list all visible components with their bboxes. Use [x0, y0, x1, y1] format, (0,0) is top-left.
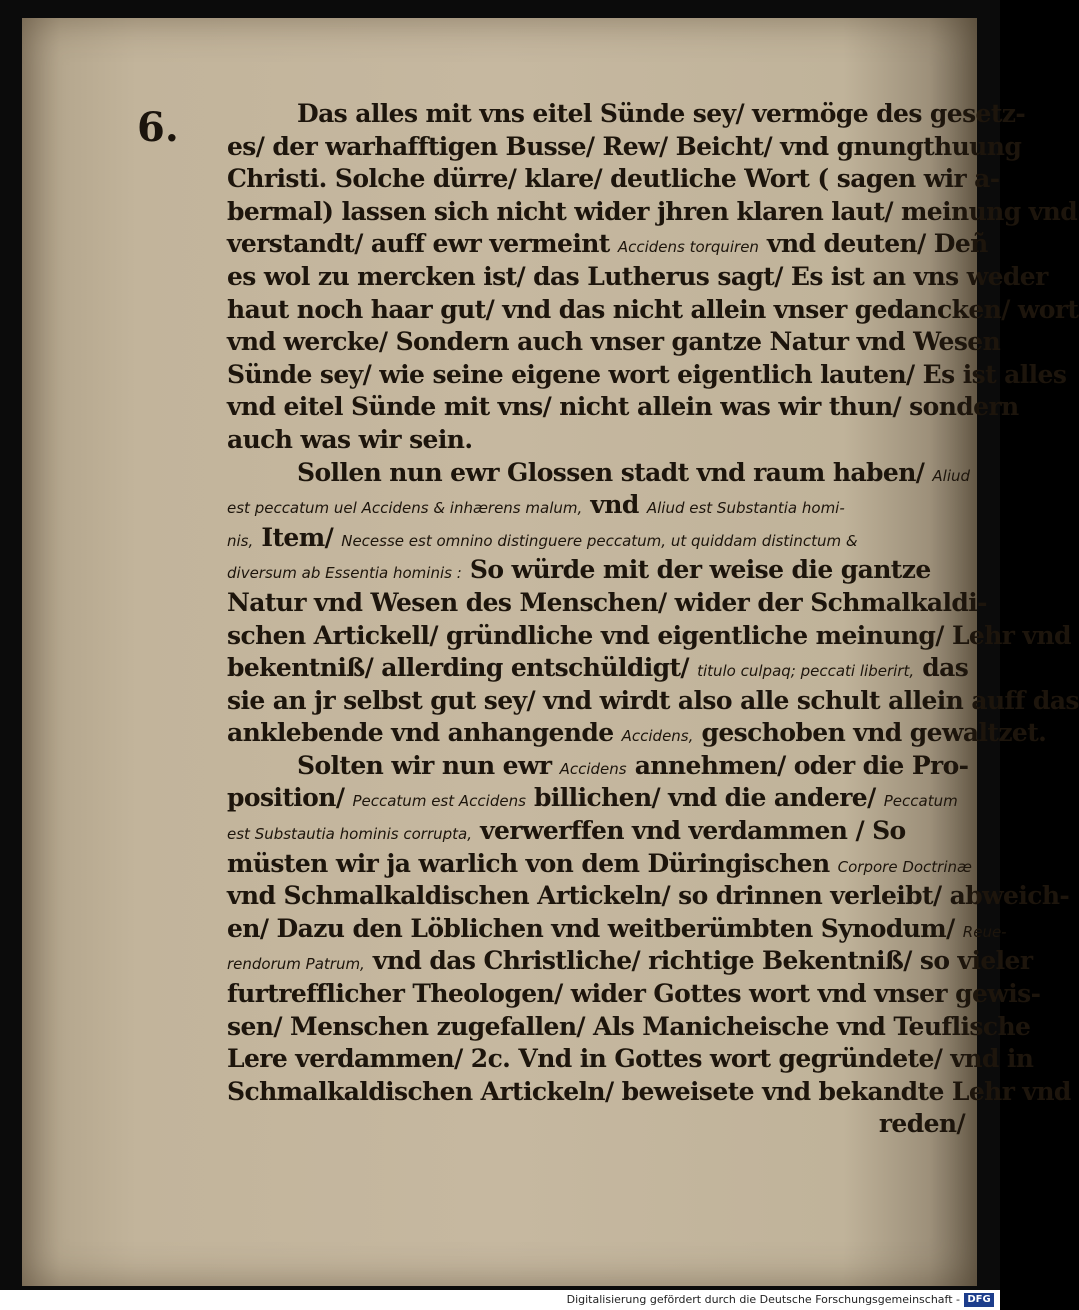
- page-number: 6.: [137, 104, 179, 151]
- latin-phrase: rendorum Patrum,: [227, 955, 365, 974]
- text-line: [227, 717, 1047, 750]
- text-line: [227, 620, 1071, 653]
- text-run: Schmalkaldischen Artickeln/ beweisete vnd bekandte Lehr vnd: [227, 1076, 1071, 1106]
- latin-phrase: est peccatum uel Accidens & inhærens malum,: [227, 499, 583, 518]
- text-line: [227, 848, 972, 881]
- latin-phrase: Accidens torquiren: [617, 238, 759, 257]
- text-run: vnd Schmalkaldischen Artickeln/ so drinnen verleibt/ abweich-: [227, 881, 1070, 911]
- text-run: sen/ Menschen zugefallen/ Als Manicheische vnd Teuflische: [227, 1011, 1031, 1041]
- text-line: [227, 587, 987, 620]
- text-line: [227, 98, 1026, 131]
- body-text: [227, 98, 1079, 1141]
- text-run: das: [914, 653, 969, 683]
- text-line: [227, 750, 969, 783]
- text-run: vnd das Christliche/ richtige Bekentniß/ so vieler: [364, 946, 1033, 976]
- text-run: Lere verdammen/ 2c. Vnd in Gottes wort gegründete/ vnd in: [227, 1044, 1034, 1074]
- text-run: Das alles mit vns eitel Sünde sey/ vermöge des gesetz-: [297, 99, 1026, 128]
- text-line: [227, 945, 1033, 978]
- latin-phrase: nis,: [227, 531, 254, 550]
- text-run: bermal) lassen sich nicht wider jhren klaren laut/ meinung vnd: [227, 196, 1078, 226]
- text-line: [227, 457, 971, 490]
- text-line: [227, 163, 1000, 196]
- text-line: [227, 685, 1079, 718]
- text-line: [227, 359, 1067, 392]
- text-run: es/ der warhafftigen Busse/ Rew/ Beicht/ vnd gnungthuung: [227, 131, 1022, 161]
- latin-phrase: Corpore Doctrinæ: [837, 857, 972, 876]
- text-run: vnd: [582, 490, 647, 520]
- latin-phrase: Aliud: [932, 466, 971, 485]
- latin-phrase: Reue-: [962, 922, 1007, 941]
- latin-phrase: titulo culpaq; peccati liberirt,: [697, 662, 915, 681]
- text-run: Item/: [253, 522, 342, 552]
- footer-bar: [0, 1290, 1000, 1310]
- text-run: Natur vnd Wesen des Menschen/ wider der Schmalkaldi-: [227, 587, 987, 617]
- text-run: So würde mit der weise die gantze: [461, 555, 931, 585]
- funding-note: Digitalisierung gefördert durch die Deutsche Forschungsgemeinschaft -: [566, 1293, 960, 1306]
- text-line: [227, 815, 965, 848]
- latin-phrase: Accidens: [559, 759, 627, 778]
- text-run: geschoben vnd gewaltzet.: [693, 718, 1047, 748]
- text-run: müsten wir ja warlich von dem Düringischen: [227, 848, 838, 878]
- latin-phrase: diversum ab Essentia hominis :: [227, 564, 462, 583]
- book-page: [22, 18, 1079, 1286]
- text-run: vnd deuten/ Deñ: [758, 229, 988, 259]
- text-line: [227, 1076, 1071, 1109]
- latin-phrase: Aliud est Substantia homi-: [646, 499, 845, 518]
- text-run: Sünde sey/ wie seine eigene wort eigentlich lauten/ Es ist alles: [227, 359, 1067, 389]
- latin-phrase: Necesse est omnino distinguere peccatum, ut quiddam distinctum &: [341, 531, 858, 550]
- text-line: [227, 782, 965, 815]
- text-line: [227, 554, 965, 587]
- text-line: [227, 522, 965, 555]
- text-line: [227, 131, 1022, 164]
- text-line: [227, 913, 1007, 946]
- text-line: [227, 228, 988, 261]
- text-line: [227, 391, 1019, 424]
- text-run: verwerffen vnd verdammen / So: [472, 816, 906, 846]
- text-run: schen Artickell/ gründliche vnd eigentliche meinung/ Lehr vnd: [227, 620, 1071, 650]
- text-line: [227, 1011, 1031, 1044]
- text-run: haut noch haar gut/ vnd das nicht allein vnser gedancken/ wort: [227, 294, 1079, 324]
- text-run: annehmen/ oder die Pro-: [626, 750, 969, 780]
- text-run: furtrefflicher Theologen/ wider Gottes wort vnd vnser gewis-: [227, 979, 1041, 1009]
- text-run: anklebende vnd anhangende: [227, 718, 622, 748]
- text-line: [227, 978, 1041, 1011]
- text-run: verstandt/ auff ewr vermeint: [227, 229, 618, 259]
- text-line: [227, 1043, 1034, 1076]
- text-run: vnd wercke/ Sondern auch vnser gantze Natur vnd Wesen: [227, 327, 1001, 357]
- text-line: [227, 652, 969, 685]
- text-run: es wol zu mercken ist/ das Lutherus sagt/ Es ist an vns weder: [227, 261, 1048, 291]
- latin-phrase: Peccatum est Accidens: [352, 792, 526, 811]
- text-line: [227, 424, 965, 457]
- text-line: [227, 294, 1079, 327]
- dfg-logo: DFG: [964, 1293, 994, 1307]
- text-run: auch was wir sein.: [227, 424, 473, 454]
- latin-phrase: Accidens,: [621, 727, 694, 746]
- text-run: position/: [227, 783, 353, 813]
- text-run: bekentniß/ allerding entschüldigt/: [227, 653, 698, 683]
- text-run: sie an jr selbst gut sey/ vnd wirdt also alle schult allein auff das: [227, 685, 1079, 715]
- text-run: vnd eitel Sünde mit vns/ nicht allein was wir thun/ sondern: [227, 392, 1019, 422]
- latin-phrase: est Substautia hominis corrupta,: [227, 825, 472, 844]
- text-run: Solten wir nun ewr: [297, 750, 560, 780]
- text-run: en/ Dazu den Löblichen vnd weitberümbten Synodum/: [227, 913, 963, 943]
- text-line: [227, 196, 1078, 229]
- text-line: [227, 326, 1001, 359]
- text-run: reden/: [878, 1109, 965, 1139]
- text-line: [227, 1108, 965, 1141]
- latin-phrase: Peccatum: [883, 792, 958, 811]
- text-run: Sollen nun ewr Glossen stadt vnd raum haben/: [297, 457, 933, 487]
- text-line: [227, 261, 1048, 294]
- text-run: Christi. Solche dürre/ klare/ deutliche Wort ( sagen wir a-: [227, 164, 1000, 194]
- text-run: billichen/ vnd die andere/: [525, 783, 884, 813]
- text-line: [227, 489, 965, 522]
- text-line: [227, 880, 1070, 913]
